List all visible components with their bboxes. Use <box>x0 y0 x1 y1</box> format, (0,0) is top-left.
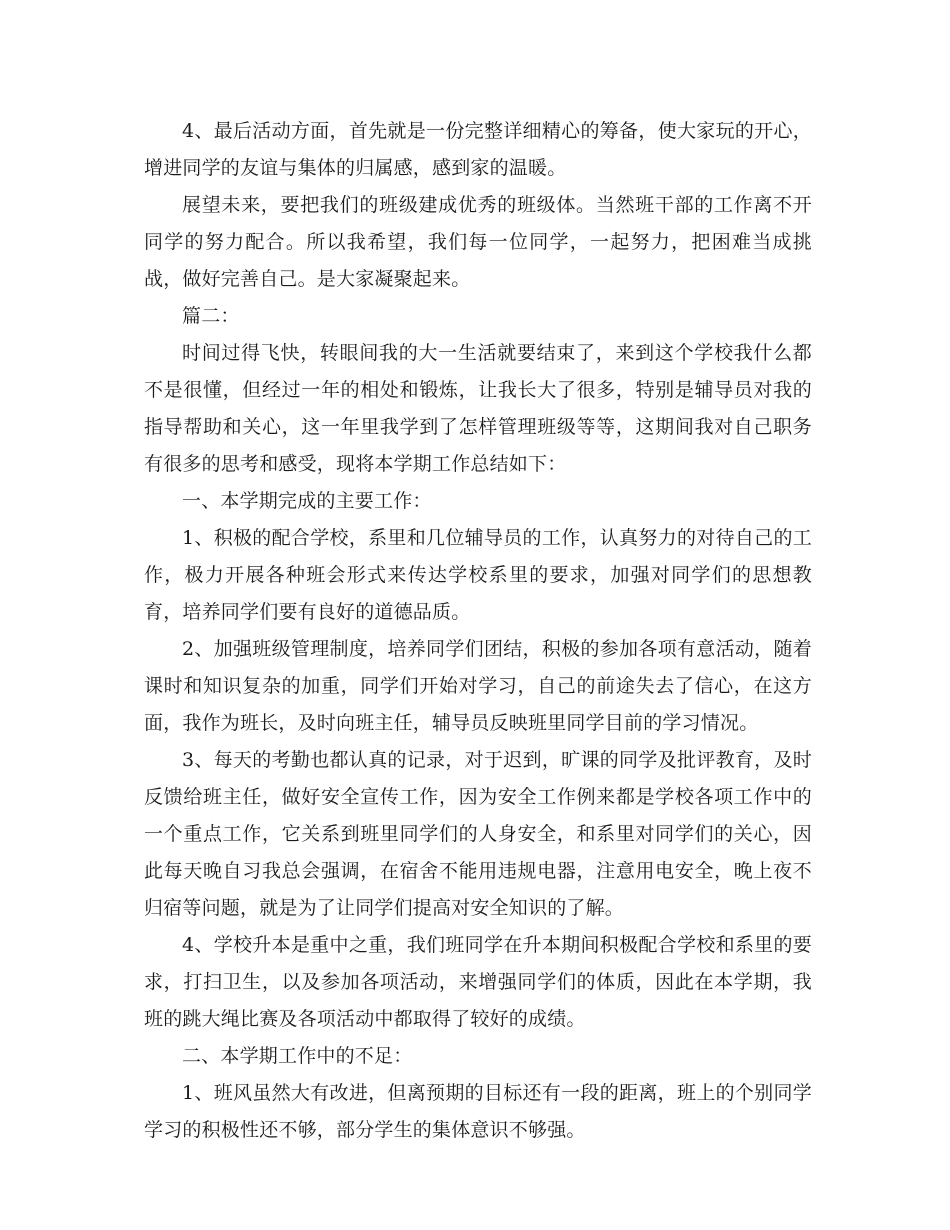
paragraph: 2、加强班级管理制度，培养同学们团结，积极的参加各项有意活动，随着课时和知识复杂的加重，同学们开始对学习，自己的前途失去了信心，在这方面，我作为班长，及时向班主任，辅导员反映班里同学目前的学习情况。 <box>144 638 812 734</box>
section-heading: 一、本学期完成的主要工作： <box>182 490 432 512</box>
section-heading: 二、本学期工作中的不足： <box>182 1045 413 1067</box>
section-heading: 篇二： <box>182 305 240 327</box>
document-body <box>144 113 812 1149</box>
paragraph: 3、每天的考勤也都认真的记录，对于迟到，旷课的同学及批评教育，及时反馈给班主任，做好安全宣传工作，因为安全工作例来都是学校各项工作中的一个重点工作，它关系到班里同学们的人身安全，和系里对同学们的关心，因此每天晚自习我总会强调，在宿舍不能用违规电器，注意用电安全，晚上夜不归宿等问题，就是为了让同学们提高对安全知识的了解。 <box>144 749 812 919</box>
paragraph: 4、学校升本是重中之重，我们班同学在升本期间积极配合学校和系里的要求，打扫卫生，以及参加各项活动，来增强同学们的体质，因此在本学期，我班的跳大绳比赛及各项活动中都取得了较好的成绩。 <box>144 934 812 1030</box>
paragraph: 4、最后活动方面，首先就是一份完整详细精心的筹备，使大家玩的开心，增进同学的友谊与集体的归属感，感到家的温暖。 <box>144 120 812 179</box>
paragraph: 时间过得飞快，转眼间我的大一生活就要结束了，来到这个学校我什么都不是很懂，但经过一年的相处和锻炼，让我长大了很多，特别是辅导员对我的指导帮助和关心，这一年里我学到了怎样管理班级等等，这期间我对自己职务有很多的思考和感受，现将本学期工作总结如下： <box>144 342 812 475</box>
paragraph: 展望未来，要把我们的班级建成优秀的班级体。当然班干部的工作离不开同学的努力配合。所以我希望，我们每一位同学，一起努力，把困难当成挑战，做好完善自己。是大家凝聚起来。 <box>144 194 812 290</box>
paragraph: 1、积极的配合学校，系里和几位辅导员的工作，认真努力的对待自己的工作，极力开展各种班会形式来传达学校系里的要求，加强对同学们的思想教育，培养同学们要有良好的道德品质。 <box>144 527 812 623</box>
paragraph: 1、班风虽然大有改进，但离预期的目标还有一段的距离，班上的个别同学学习的积极性还不够，部分学生的集体意识不够强。 <box>144 1082 812 1141</box>
